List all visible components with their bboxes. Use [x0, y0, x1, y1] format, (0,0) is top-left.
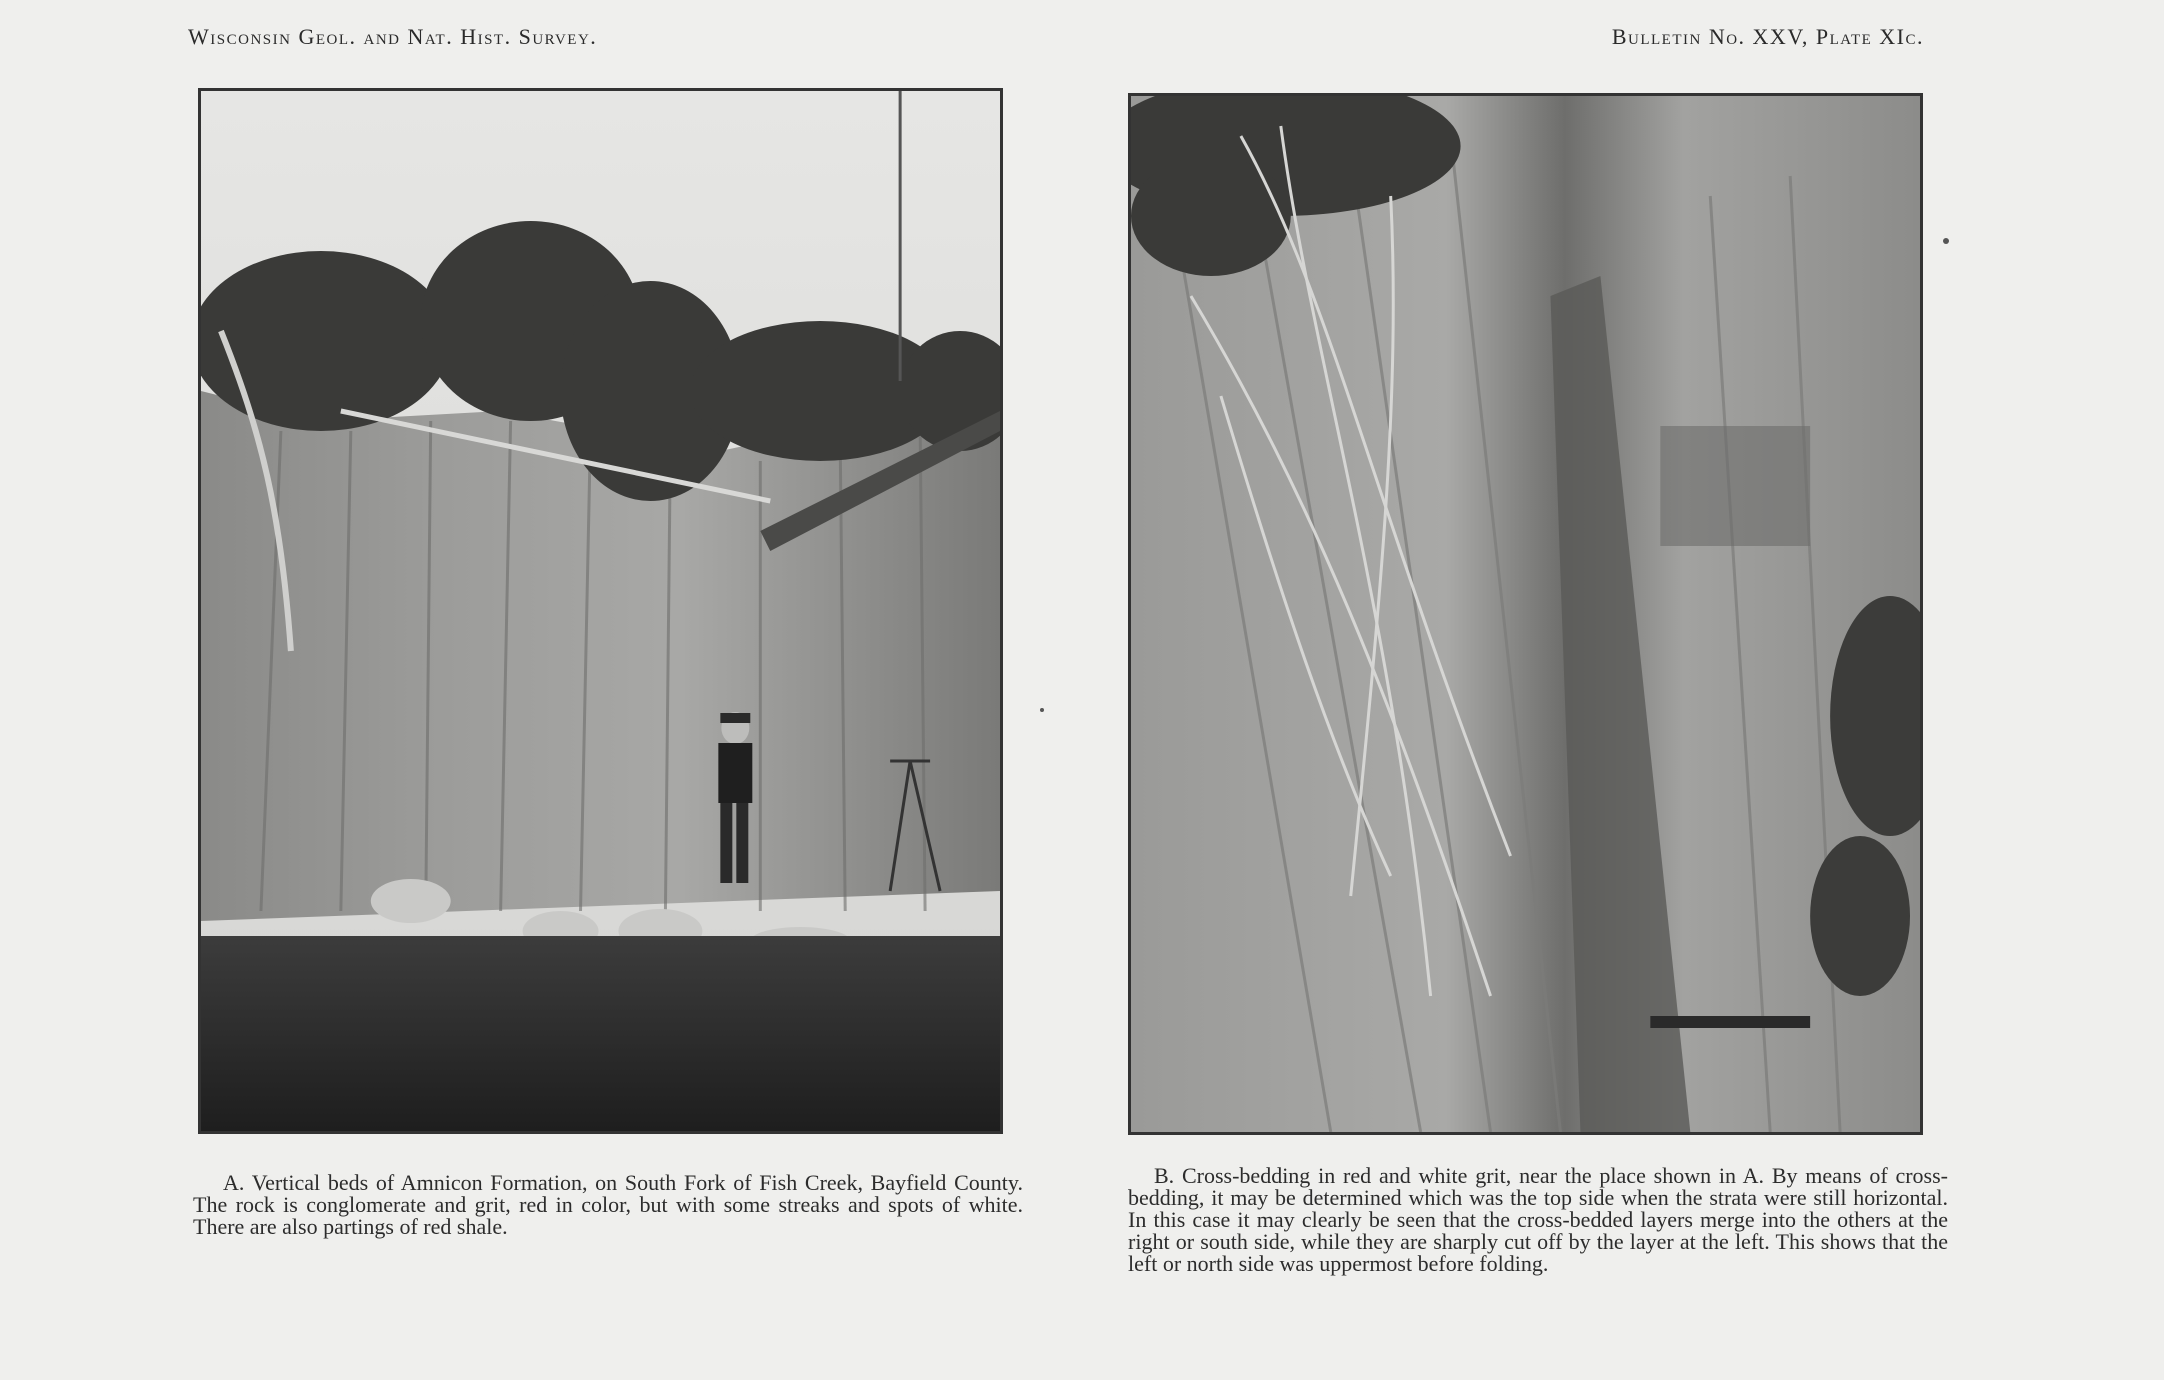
caption-b: B. Cross-bedding in red and white grit, near the place shown in A. By means of cross-bedding, it may be determined which was the top side when the strata were still horizontal. In this case it may clearly be seen that the cross-bedded layers merge into the others at the right or south side, while they are sharply cut off by the layer at the left. This shows that the left or north side was uppermost before folding.: [1128, 1163, 1948, 1276]
caption-a: A. Vertical beds of Amnicon Formation, on South Fork of Fish Creek, Bayfield County. The rock is conglomerate and grit, red in color, but with some streaks and spots of white. There are also partings of red shale.: [193, 1170, 1023, 1239]
photo-a-image: [201, 91, 1000, 1131]
photo-b-image: [1131, 96, 1920, 1132]
running-header-right: Bulletin No. XXV, Plate XIc.: [1611, 24, 1924, 49]
running-header-left: Wisconsin Geol. and Nat. Hist. Survey.: [188, 24, 598, 49]
photo-a-cliff: [198, 88, 1003, 1134]
photo-b-cross-bedding: [1128, 93, 1923, 1135]
paper-speck: [1040, 708, 1044, 712]
paper-speck: [1943, 238, 1949, 244]
